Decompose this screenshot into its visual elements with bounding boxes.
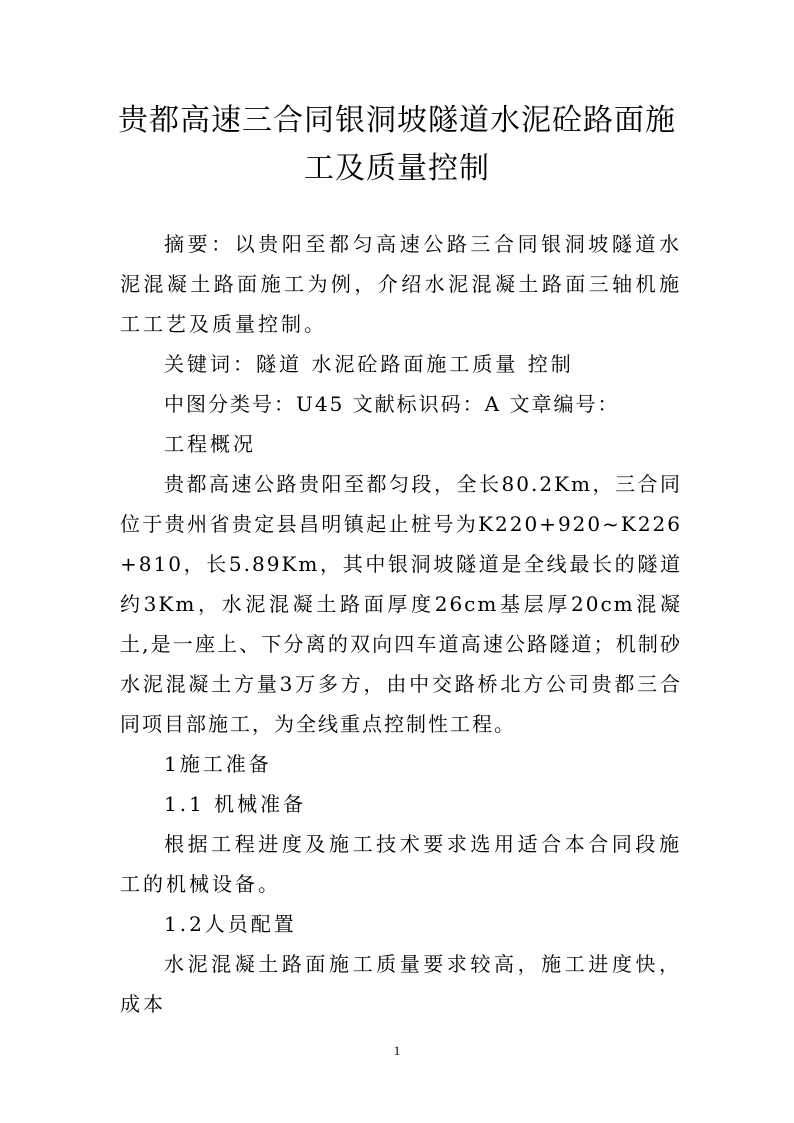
overview-paragraph: 贵都高速公路贵阳至都匀段，全长80.2Km，三合同位于贵州省贵定县昌明镇起止桩号为K220+920~K226+810，长5.89Km，其中银洞坡隧道是全线最长的隧道约3Km，水泥混凝土路面厚度26cm基层厚20cm混凝土,是一座上、下分离的双向四车道高速公路隧道；机制砂水泥混凝土方量3万多方，由中交路桥北方公司贵都三合同项目部施工，为全线重点控制性工程。	[120, 472, 682, 736]
page-number: 1	[393, 1043, 401, 1058]
document-title-line-1: 贵都高速三合同银洞坡隧道水泥砼路面施	[118, 103, 676, 138]
section-heading-1-2: 1.2人员配置	[164, 912, 297, 936]
document-title-line-2: 工及质量控制	[304, 151, 490, 186]
section-heading-1: 1施工准备	[164, 752, 272, 776]
document-body	[120, 224, 682, 1024]
section-heading-1-1: 1.1 机械准备	[164, 792, 307, 816]
abstract-paragraph: 摘要：以贵阳至都匀高速公路三合同银洞坡隧道水泥混凝土路面施工为例，介绍水泥混凝土路面三轴机施工工艺及质量控制。	[120, 232, 682, 336]
section-1-2-paragraph: 水泥混凝土路面施工质量要求较高，施工进度快，成本	[120, 952, 682, 1016]
section-heading-overview: 工程概况	[164, 432, 256, 456]
classification-paragraph: 中图分类号：U45 文献标识码：A 文章编号：	[164, 392, 620, 416]
section-1-1-paragraph: 根据工程进度及施工技术要求选用适合本合同段施工的机械设备。	[120, 832, 682, 896]
keywords-paragraph: 关键词：隧道 水泥砼路面施工质量 控制	[164, 352, 574, 376]
